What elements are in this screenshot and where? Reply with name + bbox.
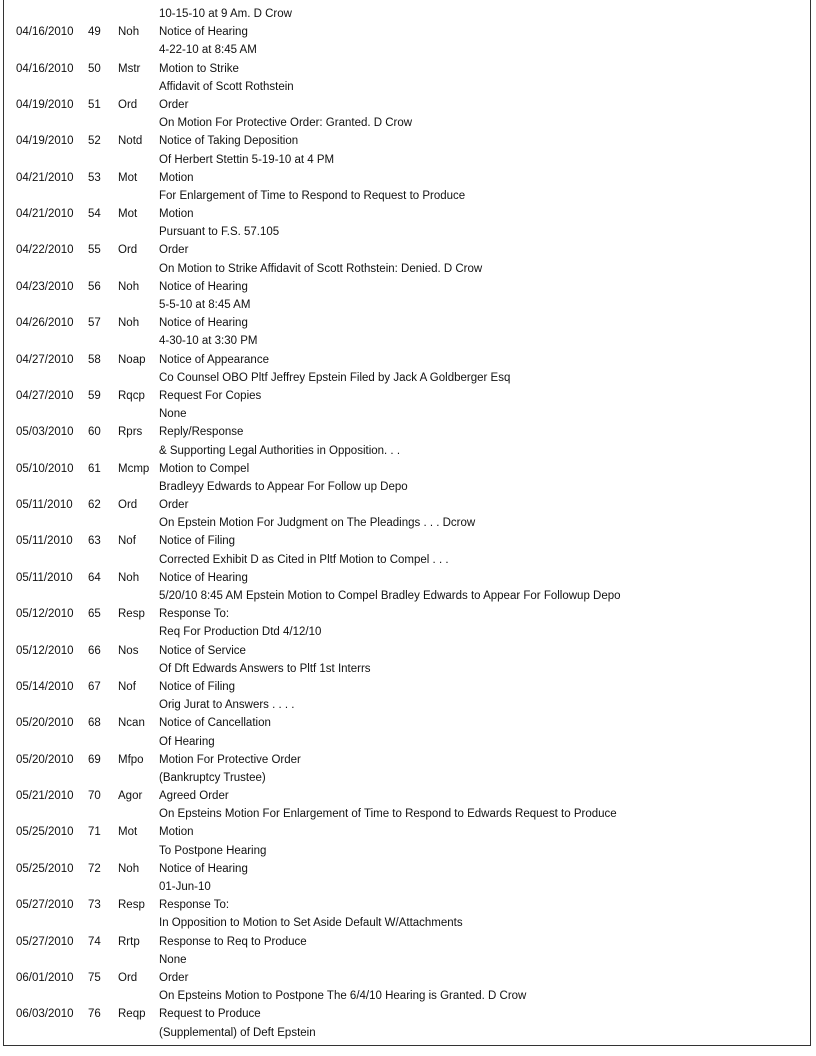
entry-detail: In Opposition to Motion to Set Aside Default W/Attachments xyxy=(159,917,463,930)
docket-entry-row xyxy=(16,278,796,296)
entry-detail: Of Dft Edwards Answers to Pltf 1st Interrs xyxy=(159,662,371,675)
docket-entry-detail-row xyxy=(16,514,796,532)
docket-entry-row xyxy=(16,496,796,514)
entry-code: Resp xyxy=(118,899,145,912)
entry-number: 67 xyxy=(88,680,101,693)
entry-number: 69 xyxy=(88,753,101,766)
entry-detail: (Supplemental) of Deft Epstein xyxy=(159,1026,316,1039)
entry-number: 71 xyxy=(88,826,101,839)
entry-code: Noap xyxy=(118,353,146,366)
entry-code: Mcmp xyxy=(118,462,150,475)
entry-number: 68 xyxy=(88,717,101,730)
entry-date: 04/26/2010 xyxy=(16,317,74,330)
docket-entry-row xyxy=(16,860,796,878)
entry-detail: Affidavit of Scott Rothstein xyxy=(159,80,294,93)
entry-date: 05/25/2010 xyxy=(16,862,74,875)
entry-detail: (Bankruptcy Trustee) xyxy=(159,771,266,784)
entry-date: 04/16/2010 xyxy=(16,62,74,75)
entry-number: 65 xyxy=(88,608,101,621)
docket-entry-detail-row xyxy=(16,405,796,423)
docket-entry-detail-row xyxy=(16,805,796,823)
entry-date: 05/14/2010 xyxy=(16,680,74,693)
entry-detail: 5-5-10 at 8:45 AM xyxy=(159,299,251,311)
docket-entry-detail-row xyxy=(16,223,796,241)
entry-code: Reqp xyxy=(118,1008,146,1021)
entry-date: 05/20/2010 xyxy=(16,753,74,766)
entry-detail: On Epsteins Motion For Enlargement of Time to Respond to Edwards Request to Produce xyxy=(159,808,617,821)
entry-detail: For Enlargement of Time to Respond to Request to Produce xyxy=(159,189,466,202)
entry-code: Ord xyxy=(118,98,138,111)
docket-entry-detail-row xyxy=(16,769,796,787)
entry-code: Ncan xyxy=(118,717,145,730)
entry-detail: None xyxy=(159,953,187,966)
entry-detail: Of Herbert Stettin 5-19-10 at 4 PM xyxy=(159,153,335,166)
entry-code: Noh xyxy=(118,280,140,293)
docket-entry-detail-row xyxy=(16,114,796,132)
entry-code: Nof xyxy=(118,680,136,693)
entry-code: Rrtp xyxy=(118,935,140,948)
entry-title: Motion xyxy=(159,826,194,839)
entry-date: 05/03/2010 xyxy=(16,426,74,439)
entry-date: 05/10/2010 xyxy=(16,462,74,475)
entry-date: 05/11/2010 xyxy=(16,571,73,584)
docket-entry-row xyxy=(16,387,796,405)
docket-entry-row xyxy=(16,933,796,951)
entry-date: 05/21/2010 xyxy=(16,790,74,803)
entry-detail: To Postpone Hearing xyxy=(159,844,267,857)
entry-detail: On Epstein Motion For Judgment on The Pleadings . . . Dcrow xyxy=(159,517,476,530)
entry-date: 06/03/2010 xyxy=(16,1008,74,1021)
docket-entry-row xyxy=(16,532,796,550)
docket-entry-row xyxy=(16,642,796,660)
docket-list xyxy=(16,5,796,1042)
docket-entry-detail-row xyxy=(16,696,796,714)
docket-entry-detail-row xyxy=(16,842,796,860)
entry-title: Notice of Taking Deposition xyxy=(159,135,299,148)
entry-code: Mot xyxy=(118,208,138,221)
entry-title: Motion to Compel xyxy=(159,462,250,475)
entry-code: Agor xyxy=(118,790,143,803)
entry-code: Notd xyxy=(118,135,143,148)
entry-date: 04/22/2010 xyxy=(16,244,74,257)
entry-detail: 4-22-10 at 8:45 AM xyxy=(159,44,257,57)
continuation-line xyxy=(16,5,796,23)
entry-code: Rqcp xyxy=(118,389,145,402)
entry-number: 59 xyxy=(88,389,101,402)
entry-title: Order xyxy=(159,98,189,111)
entry-detail: None xyxy=(159,408,187,421)
entry-date: 05/27/2010 xyxy=(16,899,74,912)
docket-entry-detail-row xyxy=(16,41,796,59)
entry-number: 50 xyxy=(88,62,101,75)
entry-code: Nos xyxy=(118,644,139,657)
entry-detail: Of Hearing xyxy=(159,735,215,748)
entry-detail: Corrected Exhibit D as Cited in Pltf Motion to Compel . . . xyxy=(159,553,449,566)
docket-entry-row xyxy=(16,351,796,369)
entry-detail: On Motion For Protective Order: Granted. D Crow xyxy=(159,117,413,130)
docket-entry-row xyxy=(16,460,796,478)
entry-number: 66 xyxy=(88,644,101,657)
docket-entry-detail-row xyxy=(16,623,796,641)
docket-entry-row xyxy=(16,751,796,769)
entry-title: Notice of Appearance xyxy=(159,353,269,366)
entry-code: Ord xyxy=(118,971,138,984)
docket-entry-detail-row xyxy=(16,587,796,605)
docket-entry-row xyxy=(16,23,796,41)
entry-title: Notice of Cancellation xyxy=(159,717,271,730)
docket-entry-row xyxy=(16,605,796,623)
entry-date: 05/12/2010 xyxy=(16,608,74,621)
docket-entry-row xyxy=(16,969,796,987)
docket-entry-row xyxy=(16,169,796,187)
entry-date: 04/19/2010 xyxy=(16,135,74,148)
entry-date: 05/11/2010 xyxy=(16,535,73,548)
entry-title: Notice of Hearing xyxy=(159,26,248,39)
entry-code: Noh xyxy=(118,571,140,584)
entry-number: 70 xyxy=(88,790,101,803)
docket-entry-detail-row xyxy=(16,660,796,678)
entry-date: 05/20/2010 xyxy=(16,717,74,730)
docket-entry-row xyxy=(16,132,796,150)
entry-date: 05/25/2010 xyxy=(16,826,74,839)
entry-date: 04/27/2010 xyxy=(16,389,74,402)
docket-entry-detail-row xyxy=(16,332,796,350)
entry-number: 55 xyxy=(88,244,101,257)
docket-entry-row xyxy=(16,60,796,78)
entry-title: Notice of Filing xyxy=(159,680,236,693)
entry-date: 05/27/2010 xyxy=(16,935,74,948)
entry-number: 73 xyxy=(88,899,101,912)
entry-number: 57 xyxy=(88,317,101,330)
entry-title: Order xyxy=(159,971,189,984)
docket-entry-row xyxy=(16,96,796,114)
entry-number: 64 xyxy=(88,571,101,584)
entry-code: Mstr xyxy=(118,62,141,75)
docket-entry-row xyxy=(16,714,796,732)
entry-code: Nof xyxy=(118,535,136,548)
entry-number: 52 xyxy=(88,135,101,148)
docket-entry-detail-row xyxy=(16,151,796,169)
docket-entry-detail-row xyxy=(16,369,796,387)
entry-detail: On Motion to Strike Affidavit of Scott Rothstein: Denied. D Crow xyxy=(159,262,483,275)
entry-title: Request For Copies xyxy=(159,389,262,402)
docket-entry-row xyxy=(16,1005,796,1023)
entry-title: Agreed Order xyxy=(159,790,229,803)
docket-entry-row xyxy=(16,569,796,587)
entry-code: Noh xyxy=(118,862,140,875)
entry-code: Ord xyxy=(118,499,138,512)
entry-title: Notice of Hearing xyxy=(159,862,248,875)
entry-title: Response To: xyxy=(159,608,230,621)
entry-date: 04/27/2010 xyxy=(16,353,74,366)
entry-number: 60 xyxy=(88,426,101,439)
entry-code: Mot xyxy=(118,826,138,839)
entry-detail: Co Counsel OBO Pltf Jeffrey Epstein Filed by Jack A Goldberger Esq xyxy=(159,371,511,384)
docket-entry-row xyxy=(16,678,796,696)
entry-number: 61 xyxy=(88,462,101,475)
docket-entry-detail-row xyxy=(16,878,796,896)
docket-entry-detail-row xyxy=(16,951,796,969)
entry-detail: 5/20/10 8:45 AM Epstein Motion to Compel Bradley Edwards to Appear For Followup Depo xyxy=(159,590,621,602)
docket-entry-detail-row xyxy=(16,1024,796,1042)
docket-entry-detail-row xyxy=(16,733,796,751)
continuation-text: 10-15-10 at 9 Am. D Crow xyxy=(159,8,292,20)
entry-number: 76 xyxy=(88,1008,101,1021)
entry-detail: 4-30-10 at 3:30 PM xyxy=(159,335,258,348)
entry-title: Order xyxy=(159,499,189,512)
docket-entry-detail-row xyxy=(16,478,796,496)
entry-date: 04/21/2010 xyxy=(16,171,74,184)
entry-date: 06/01/2010 xyxy=(16,971,74,984)
entry-title: Notice of Hearing xyxy=(159,280,248,293)
docket-entry-row xyxy=(16,823,796,841)
docket-entry-row xyxy=(16,314,796,332)
docket-entry-detail-row xyxy=(16,551,796,569)
entry-title: Request to Produce xyxy=(159,1008,261,1021)
entry-number: 54 xyxy=(88,208,101,221)
entry-title: Notice of Filing xyxy=(159,535,236,548)
docket-entry-row xyxy=(16,423,796,441)
entry-number: 63 xyxy=(88,535,101,548)
entry-date: 04/21/2010 xyxy=(16,208,74,221)
docket-entry-row xyxy=(16,787,796,805)
entry-title: Motion For Protective Order xyxy=(159,753,301,766)
docket-entry-detail-row xyxy=(16,442,796,460)
entry-title: Reply/Response xyxy=(159,426,244,439)
entry-code: Noh xyxy=(118,317,140,330)
entry-title: Response To: xyxy=(159,899,230,912)
docket-entry-row xyxy=(16,241,796,259)
entry-detail: Req For Production Dtd 4/12/10 xyxy=(159,626,322,639)
entry-code: Resp xyxy=(118,608,145,621)
entry-title: Notice of Service xyxy=(159,644,246,657)
entry-code: Mot xyxy=(118,171,138,184)
docket-entry-row xyxy=(16,205,796,223)
entry-number: 56 xyxy=(88,280,101,293)
entry-number: 62 xyxy=(88,499,101,512)
docket-entry-detail-row xyxy=(16,914,796,932)
docket-entry-detail-row xyxy=(16,987,796,1005)
entry-number: 75 xyxy=(88,971,101,984)
entry-detail: & Supporting Legal Authorities in Opposition. . . xyxy=(159,444,401,457)
docket-entry-detail-row xyxy=(16,296,796,314)
entry-date: 05/11/2010 xyxy=(16,499,73,512)
entry-date: 05/12/2010 xyxy=(16,644,74,657)
entry-title: Notice of Hearing xyxy=(159,571,248,584)
entry-title: Response to Req to Produce xyxy=(159,935,307,948)
entry-code: Mfpo xyxy=(118,753,144,766)
entry-number: 58 xyxy=(88,353,101,366)
entry-title: Notice of Hearing xyxy=(159,317,248,330)
entry-title: Motion xyxy=(159,208,194,221)
docket-entry-detail-row xyxy=(16,260,796,278)
entry-code: Noh xyxy=(118,26,140,39)
entry-detail: Pursuant to F.S. 57.105 xyxy=(159,226,280,239)
entry-date: 04/19/2010 xyxy=(16,98,74,111)
entry-number: 49 xyxy=(88,26,101,39)
entry-date: 04/16/2010 xyxy=(16,26,74,39)
entry-detail: Orig Jurat to Answers . . . . xyxy=(159,699,295,712)
entry-title: Order xyxy=(159,244,189,257)
entry-number: 51 xyxy=(88,98,101,111)
entry-number: 74 xyxy=(88,935,101,948)
entry-detail: 01-Jun-10 xyxy=(159,881,211,893)
entry-title: Motion xyxy=(159,171,194,184)
entry-detail: Bradleyy Edwards to Appear For Follow up Depo xyxy=(159,480,408,493)
entry-title: Motion to Strike xyxy=(159,62,239,75)
docket-entry-row xyxy=(16,896,796,914)
entry-date: 04/23/2010 xyxy=(16,280,74,293)
entry-code: Rprs xyxy=(118,426,143,439)
entry-number: 53 xyxy=(88,171,101,184)
entry-detail: On Epsteins Motion to Postpone The 6/4/10 Hearing is Granted. D Crow xyxy=(159,990,527,1003)
entry-number: 72 xyxy=(88,862,101,875)
entry-code: Ord xyxy=(118,244,138,257)
docket-entry-detail-row xyxy=(16,78,796,96)
docket-entry-detail-row xyxy=(16,187,796,205)
